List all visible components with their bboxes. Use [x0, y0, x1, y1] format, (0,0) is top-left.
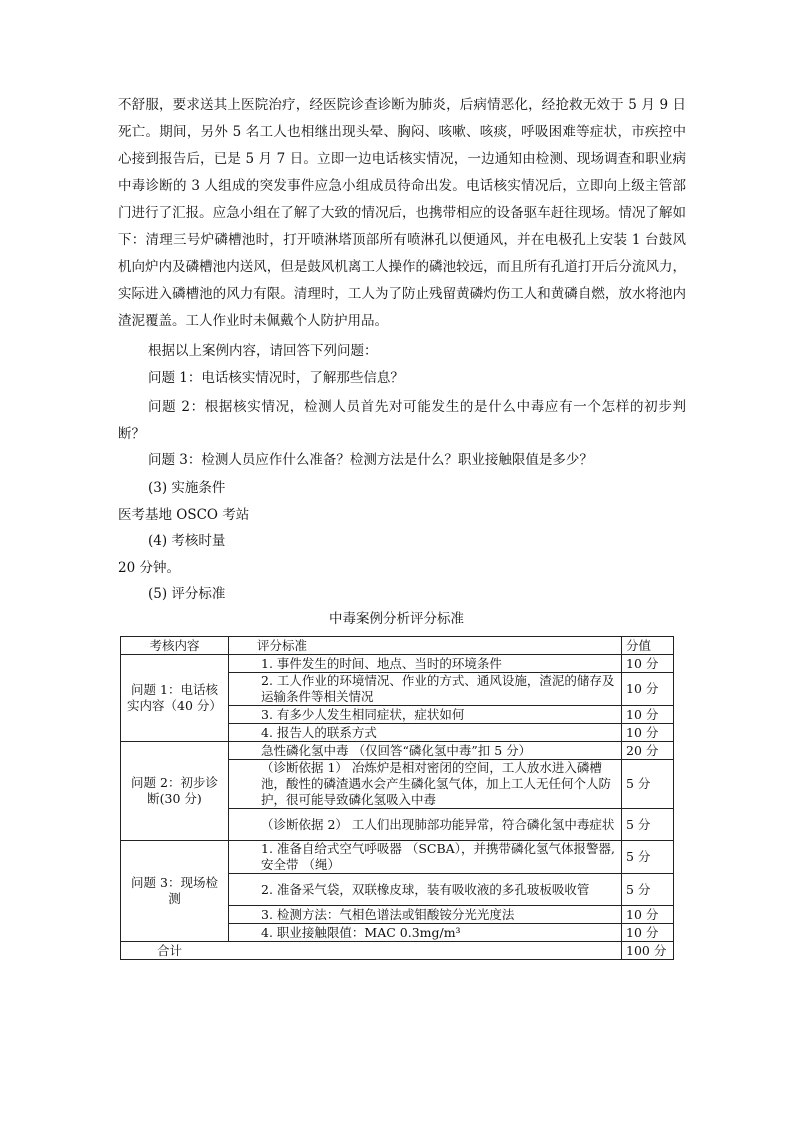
criterion-text: （诊断依据 1） 冶炼炉是相对密闭的空间，工人放水进入磷槽池，酸性的磷渣遇水会产生磷化氢气体，加上工人无任何个人防护，很可能导致磷化氢吸入中毒: [229, 760, 622, 809]
table-title: 中毒案例分析评分标准: [329, 611, 464, 627]
criterion-score: 20 分: [622, 742, 674, 760]
criterion-score: 10 分: [622, 706, 674, 724]
table-header-row: [121, 637, 674, 655]
criterion-score: 5 分: [622, 760, 674, 809]
criterion-text: 3. 有多少人发生相同症状，症状如何: [261, 706, 465, 722]
criterion-score: 10 分: [622, 906, 674, 924]
criteria-heading: (5) 评分标准: [148, 586, 226, 602]
group-2-item: 问题 2：初步诊断(30 分): [121, 742, 229, 841]
group-3-item: 问题 3：现场检测: [121, 841, 229, 942]
criterion-text: （诊断依据 2） 工人们出现肺部功能异常，符合磷化氢中毒症状: [229, 809, 622, 841]
criterion-text: 1. 准备自给式空气呼吸器 （SCBA），并携带磷化氢气体报警器,安全带 （绳）: [229, 841, 622, 874]
criterion-score: 10 分: [622, 673, 674, 706]
questions-intro: 根据以上案例内容，请回答下列问题：: [148, 343, 378, 359]
criterion-text: 3. 检测方法：气相色谱法或钼酸铵分光光度法: [261, 906, 515, 922]
table-total-row: [121, 942, 674, 960]
case-description-paragraph: 不舒服，要求送其上医院治疗，经医院诊查诊断为肺炎，后病情恶化，经抢救无效于 5 月 9 日死亡。期间，另外 5 名工人也相继出现头晕、胸闷、咳嗽、咳痰，呼吸困难等症状，市疾控中心接到报告后，已是 5 月 7 日。立即一边电话核实情况，一边通知由检测、现场调查和职业病中毒诊断的 3 人组成的突发事件应急小组成员待命出发。电话核实情况后，立即向上级主管部门进行了汇报。应急小组在了解了大致的情况后，也携带相应的设备驱车赶往现场。情况了解如下：清理三号炉磷槽池时，打开喷淋塔顶部所有喷淋孔以便通风，并在电极孔上安装 1 台鼓风机向炉内及磷槽池内送风，但是鼓风机离工人操作的磷池较远，而且所有孔道打开后分流风力，实际进入磷槽池的风力有限。清理时，工人为了防止残留黄磷灼伤工人和黄磷自燃，放水将池内渣泥覆盖。工人作业时未佩戴个人防护用品。: [118, 97, 686, 329]
table-row: [121, 742, 674, 760]
time-heading: (4) 考核时量: [148, 533, 226, 549]
table-row: [121, 841, 674, 874]
criterion-score: 10 分: [622, 924, 674, 942]
criterion-text: 4. 职业接触限值：MAC 0.3mg/m³: [261, 924, 461, 940]
criterion-text: 2. 工人作业的环境情况、作业的方式、通风设施，渣泥的储存及运输条件等相关情况: [229, 673, 622, 706]
criterion-text: 急性磷化氢中毒 （仅回答“磷化氢中毒”扣 5 分）: [229, 742, 622, 760]
scoring-table: [120, 636, 674, 960]
time-value: 20 分钟。: [118, 560, 180, 576]
criterion-score: 5 分: [622, 874, 674, 906]
conditions-value: 医考基地 OSCO 考站: [118, 507, 250, 523]
header-standard: 评分标准: [229, 637, 622, 655]
criterion-text: 4. 报告人的联系方式: [261, 724, 377, 740]
conditions-heading: (3) 实施条件: [148, 480, 226, 496]
header-item: 考核内容: [121, 637, 229, 655]
table-row: [121, 655, 674, 673]
total-label: 合计: [121, 942, 622, 960]
criterion-score: 5 分: [622, 809, 674, 841]
criterion-score: 10 分: [622, 655, 674, 673]
criterion-text: 2. 准备采气袋，双联橡皮球，装有吸收液的多孔玻板吸收管: [229, 874, 622, 906]
question-1: 问题 1：电话核实情况时，了解那些信息？: [148, 370, 404, 386]
header-score: 分值: [622, 637, 674, 655]
group-1-item: 问题 1：电话核实内容（40 分）: [121, 655, 229, 742]
total-score: 100 分: [622, 942, 674, 960]
criterion-score: 5 分: [622, 841, 674, 874]
question-2: 问题 2：根据核实情况，检测人员首先对可能发生的是什么中毒应有一个怎样的初步判断？: [118, 399, 686, 442]
question-3: 问题 3：检测人员应作什么准备？检测方法是什么？职业接触限值是多少？: [148, 452, 593, 468]
criterion-text: 1. 事件发生的时间、地点、当时的环境条件: [261, 655, 502, 671]
criterion-score: 10 分: [622, 724, 674, 742]
